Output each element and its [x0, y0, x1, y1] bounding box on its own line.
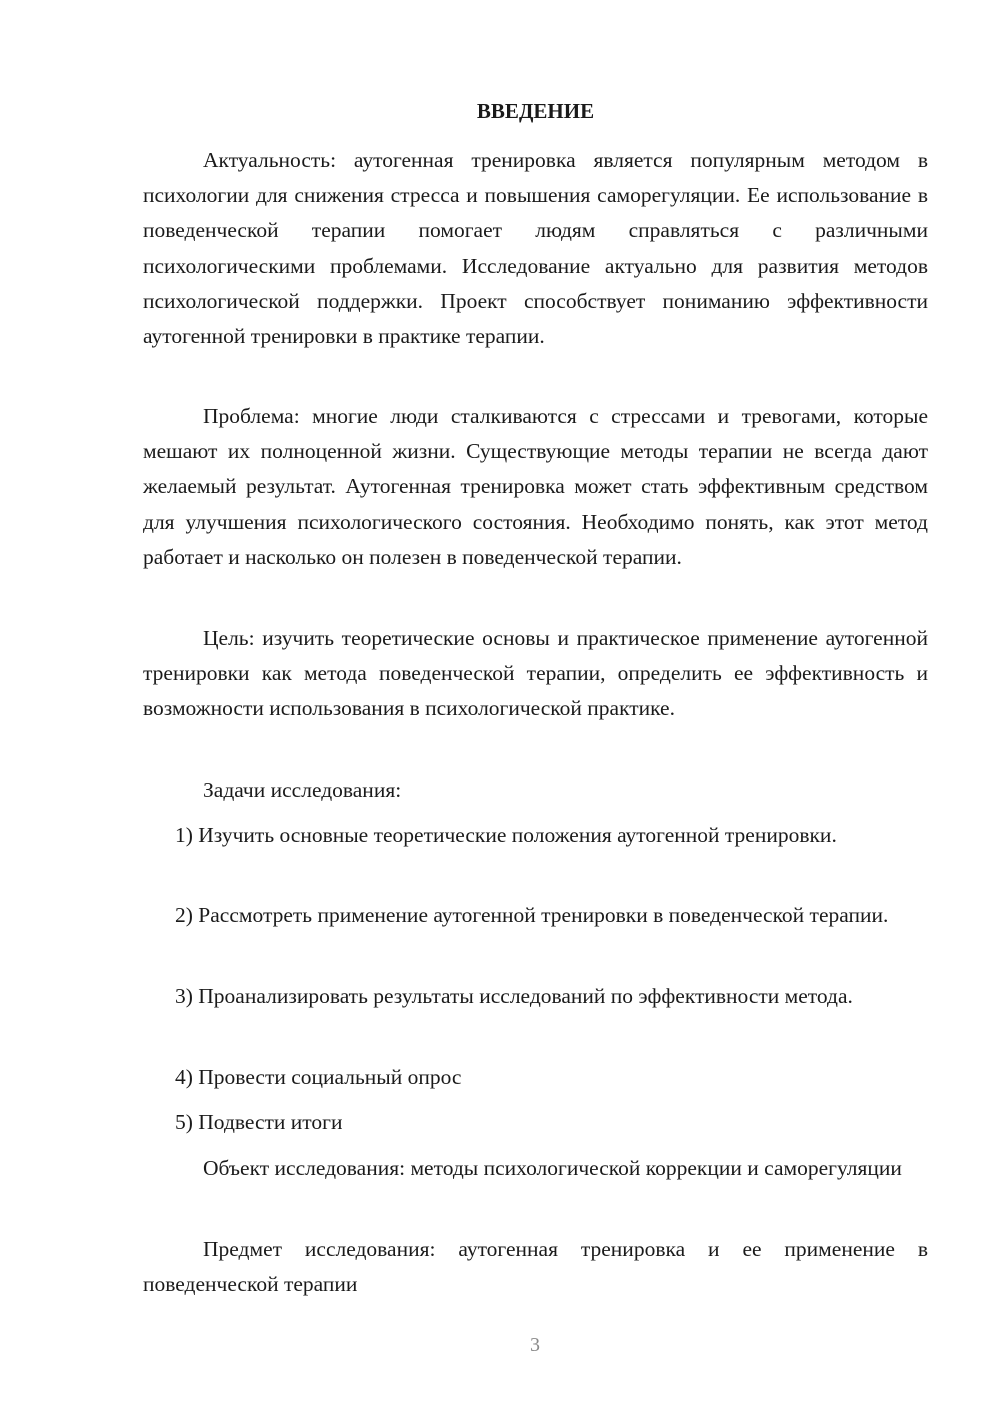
goal-paragraph: Цель: изучить теоретические основы и практическое применение аутогенной тренировки как метода поведенческой терапии, определить ее эффективность и возможности использования в психологической практике.: [143, 626, 928, 721]
task-item-3: 3) Проанализировать результаты исследований по эффективности метода.: [175, 984, 853, 1008]
page-title: ВВЕДЕНИЕ: [476, 99, 595, 123]
task-item-1: 1) Изучить основные теоретические положения аутогенной тренировки.: [175, 823, 837, 847]
task-item-4: 4) Провести социальный опрос: [175, 1065, 462, 1089]
subject-paragraph: Предмет исследования: аутогенная тренировка и ее применение в поведенческой терапии: [143, 1237, 928, 1297]
problem-paragraph: Проблема: многие люди сталкиваются с стрессами и тревогами, которые мешают их полноценной жизни. Существующие методы терапии не всегда дают желаемый результат. Аутогенная тренировка может стать эффективным средством для улучшения психологического состояния. Необходимо понять, как этот метод работает и насколько он полезен в поведенческой терапии.: [143, 404, 928, 569]
task-item-2: 2) Рассмотреть применение аутогенной тренировки в поведенческой терапии.: [175, 903, 889, 927]
page-number: 3: [530, 1334, 540, 1356]
object-paragraph: Объект исследования: методы психологической коррекции и саморегуляции: [203, 1156, 902, 1180]
tasks-heading: Задачи исследования:: [203, 778, 402, 802]
task-item-5: 5) Подвести итоги: [175, 1110, 343, 1134]
relevance-paragraph: Актуальность: аутогенная тренировка является популярным методом в психологии для снижения стресса и повышения саморегуляции. Ее использование в поведенческой терапии помогает людям справляться с различными психологическими проблемами. Исследование актуально для развития методов психологической поддержки. Проект способствует пониманию эффективности аутогенной тренировки в практике терапии.: [143, 148, 928, 349]
